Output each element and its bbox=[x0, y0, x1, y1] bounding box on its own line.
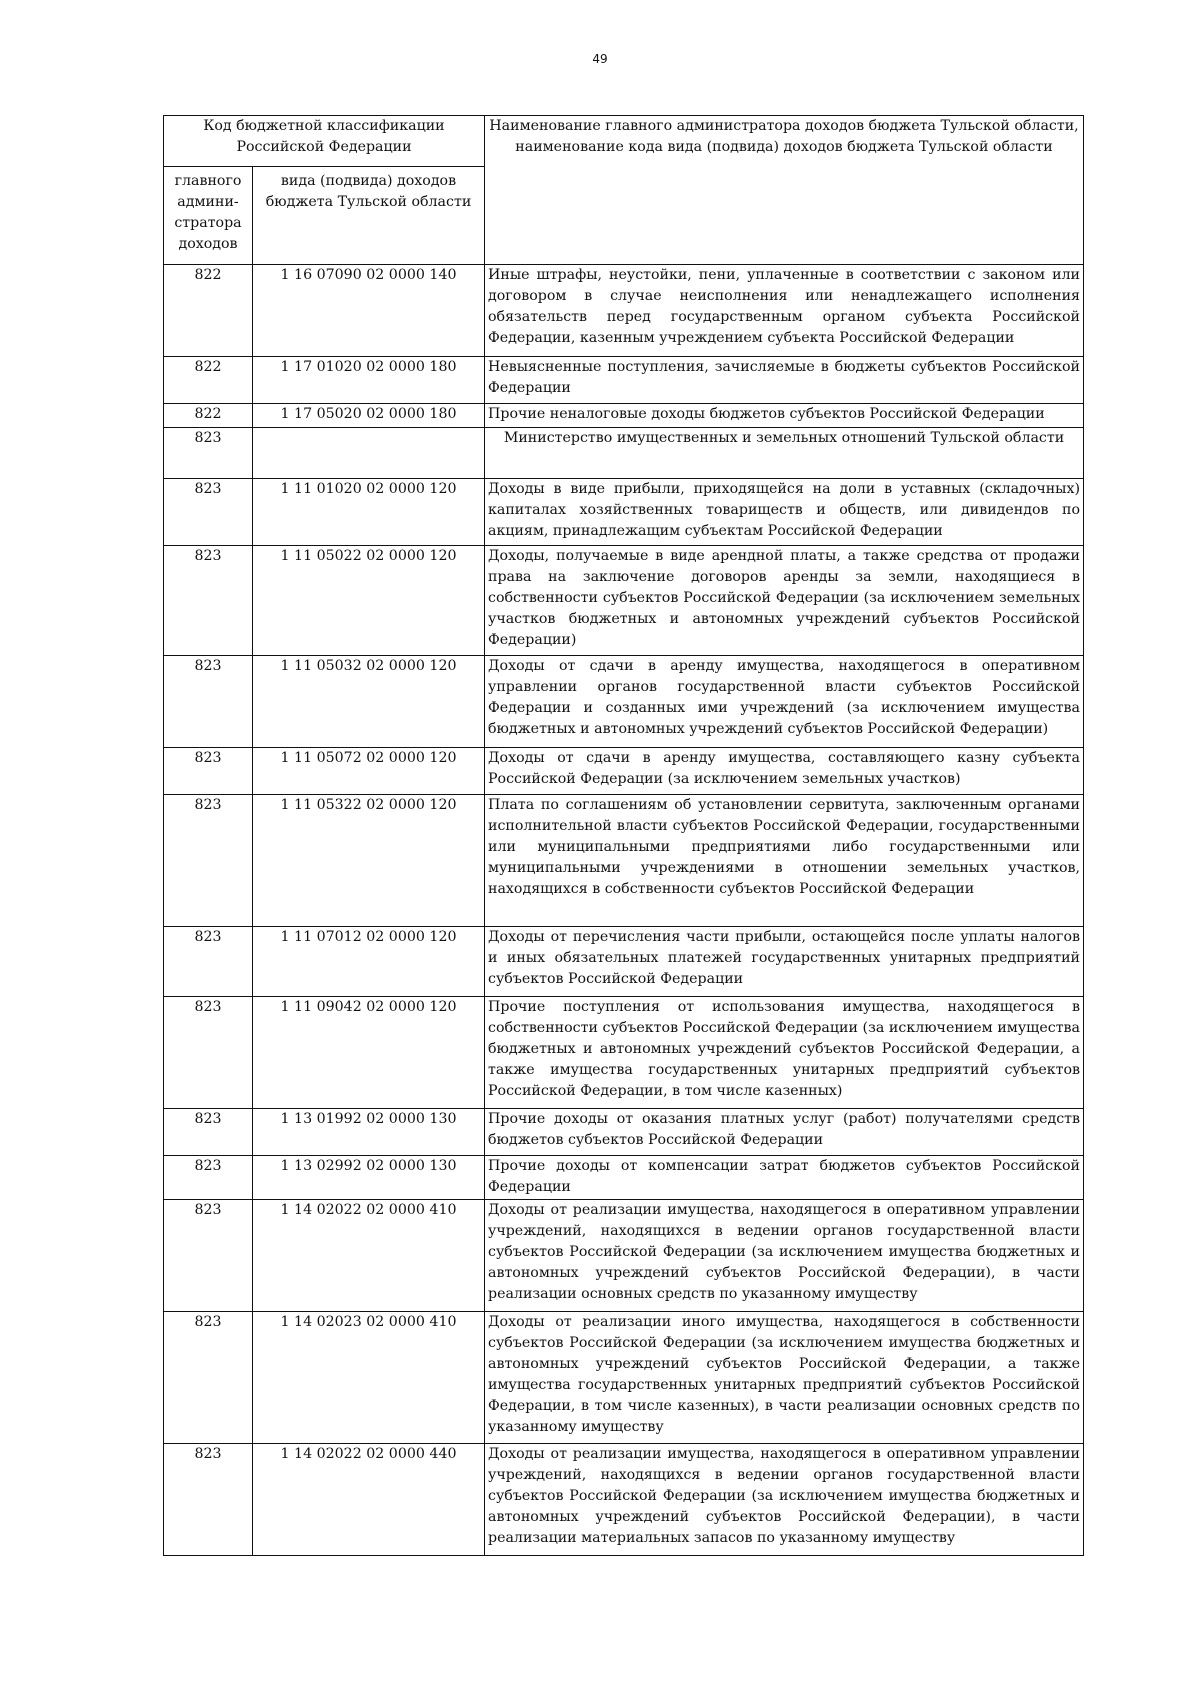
administrator-name-cell: Министерство имущественных и земельных отношений Тульской области bbox=[485, 428, 1084, 479]
revenue-code-cell: 1 17 01020 02 0000 180 bbox=[253, 357, 485, 404]
table-row bbox=[164, 404, 1084, 428]
table-row bbox=[164, 748, 1084, 795]
page-number: 49 bbox=[592, 52, 608, 66]
revenue-name-cell: Прочие неналоговые доходы бюджетов субъектов Российской Федерации bbox=[485, 404, 1084, 428]
revenue-name-cell: Невыясненные поступления, зачисляемые в бюджеты субъектов Российской Федерации bbox=[485, 357, 1084, 404]
revenue-name-cell: Иные штрафы, неустойки, пени, уплаченные в соответствии с законом или договором в случае неисполнения или ненадлежащего исполнения обязательств перед государственным органом субъекта Российской Федерации, казенным учреждением субъекта Российской Федерации bbox=[485, 265, 1084, 357]
admin-code-cell: 823 bbox=[164, 1444, 253, 1556]
table-row bbox=[164, 656, 1084, 748]
admin-code-cell: 823 bbox=[164, 1312, 253, 1444]
revenue-name-cell: Доходы от сдачи в аренду имущества, составляющего казну субъекта Российской Федерации (за исключением земельных участков) bbox=[485, 748, 1084, 795]
revenue-name-cell: Доходы от реализации имущества, находящегося в оперативном управлении учреждений, находящихся в ведении органов государственной власти субъектов Российской Федерации (за исключением имущества бюджетных и автономных учреждений субъектов Российской Федерации), в части реализации основных средств по указанному имуществу bbox=[485, 1200, 1084, 1312]
table-row bbox=[164, 927, 1084, 997]
header-admin-column: главного админи-стратора доходов bbox=[164, 167, 253, 265]
table-row bbox=[164, 357, 1084, 404]
revenue-code-cell: 1 11 05072 02 0000 120 bbox=[253, 748, 485, 795]
revenue-name-cell: Доходы в виде прибыли, приходящейся на доли в уставных (складочных) капиталах хозяйственных товариществ и обществ, или дивидендов по акциям, принадлежащим субъектам Российской Федерации bbox=[485, 479, 1084, 546]
admin-code-cell: 822 bbox=[164, 265, 253, 357]
admin-code-cell: 823 bbox=[164, 748, 253, 795]
table-row bbox=[164, 546, 1084, 656]
header-code-group: Код бюджетной классификации Российской Федерации bbox=[164, 116, 485, 167]
table-row bbox=[164, 479, 1084, 546]
table-row bbox=[164, 265, 1084, 357]
table-row bbox=[164, 1444, 1084, 1556]
revenue-code-cell: 1 11 01020 02 0000 120 bbox=[253, 479, 485, 546]
revenue-code-cell: 1 11 05032 02 0000 120 bbox=[253, 656, 485, 748]
revenue-name-cell: Доходы от перечисления части прибыли, остающейся после уплаты налогов и иных обязательных платежей государственных унитарных предприятий субъектов Российской Федерации bbox=[485, 927, 1084, 997]
header-kind-column: вида (подвида) доходов бюджета Тульской области bbox=[253, 167, 485, 265]
revenue-name-cell: Прочие доходы от оказания платных услуг (работ) получателями средств бюджетов субъектов Российской Федерации bbox=[485, 1109, 1084, 1156]
revenue-name-cell: Доходы, получаемые в виде арендной платы, а также средства от продажи права на заключение договоров аренды за земли, находящиеся в собственности субъектов Российской Федерации (за исключением земельных участков бюджетных и автономных учреждений субъектов Российской Федерации) bbox=[485, 546, 1084, 656]
table-row bbox=[164, 1200, 1084, 1312]
revenue-code-cell: 1 14 02022 02 0000 440 bbox=[253, 1444, 485, 1556]
table-row bbox=[164, 795, 1084, 927]
revenue-name-cell: Доходы от реализации имущества, находящегося в оперативном управлении учреждений, находящихся в ведении органов государственной власти субъектов Российской Федерации (за исключением имущества бюджетных и автономных учреждений субъектов Российской Федерации), в части реализации материальных запасов по указанному имуществу bbox=[485, 1444, 1084, 1556]
admin-code-cell: 823 bbox=[164, 546, 253, 656]
table-row bbox=[164, 1109, 1084, 1156]
admin-code-cell: 822 bbox=[164, 357, 253, 404]
admin-code-cell: 822 bbox=[164, 404, 253, 428]
table-row bbox=[164, 1156, 1084, 1200]
table-body bbox=[164, 265, 1084, 1556]
header-row-top bbox=[164, 116, 1084, 167]
revenue-code-cell: 1 16 07090 02 0000 140 bbox=[253, 265, 485, 357]
revenue-code-cell: 1 11 05022 02 0000 120 bbox=[253, 546, 485, 656]
revenue-code-cell: 1 13 01992 02 0000 130 bbox=[253, 1109, 485, 1156]
revenue-name-cell: Плата по соглашениям об установлении сервитута, заключенным органами исполнительной власти субъектов Российской Федерации, государственными или муниципальными предприятиями либо государственными или муниципальными учреждениями в отношении земельных участков, находящихся в собственности субъектов Российской Федерации bbox=[485, 795, 1084, 927]
admin-code-cell: 823 bbox=[164, 1109, 253, 1156]
table-row bbox=[164, 997, 1084, 1109]
admin-code-cell: 823 bbox=[164, 927, 253, 997]
revenue-code-cell: 1 11 07012 02 0000 120 bbox=[253, 927, 485, 997]
admin-code-cell: 823 bbox=[164, 1200, 253, 1312]
revenue-name-cell: Доходы от сдачи в аренду имущества, находящегося в оперативном управлении органов государственной власти субъектов Российской Федерации и созданных ими учреждений (за исключением имущества бюджетных и автономных учреждений субъектов Российской Федерации) bbox=[485, 656, 1084, 748]
revenue-code-cell: 1 14 02022 02 0000 410 bbox=[253, 1200, 485, 1312]
revenue-code-cell bbox=[253, 428, 485, 479]
admin-code-cell: 823 bbox=[164, 479, 253, 546]
revenue-name-cell: Доходы от реализации иного имущества, находящегося в собственности субъектов Российской Федерации (за исключением имущества бюджетных и автономных учреждений субъектов Российской Федерации, а также имущества государственных унитарных предприятий субъектов Российской Федерации, в том числе казенных), в части реализации основных средств по указанному имуществу bbox=[485, 1312, 1084, 1444]
admin-code-cell: 823 bbox=[164, 795, 253, 927]
table-row bbox=[164, 1312, 1084, 1444]
admin-code-cell: 823 bbox=[164, 428, 253, 479]
table-row bbox=[164, 428, 1084, 479]
revenue-code-cell: 1 14 02023 02 0000 410 bbox=[253, 1312, 485, 1444]
revenue-name-cell: Прочие поступления от использования имущества, находящегося в собственности субъектов Российской Федерации (за исключением имущества бюджетных и автономных учреждений субъектов Российской Федерации, а также имущества государственных унитарных предприятий субъектов Российской Федерации, в том числе казенных) bbox=[485, 997, 1084, 1109]
revenue-code-cell: 1 11 09042 02 0000 120 bbox=[253, 997, 485, 1109]
admin-code-cell: 823 bbox=[164, 997, 253, 1109]
revenue-code-cell: 1 13 02992 02 0000 130 bbox=[253, 1156, 485, 1200]
admin-code-cell: 823 bbox=[164, 656, 253, 748]
admin-code-cell: 823 bbox=[164, 1156, 253, 1200]
header-name-column: Наименование главного администратора доходов бюджета Тульской области, наименование кода вида (подвида) доходов бюджета Тульской области bbox=[485, 116, 1084, 265]
revenue-name-cell: Прочие доходы от компенсации затрат бюджетов субъектов Российской Федерации bbox=[485, 1156, 1084, 1200]
budget-classification-table bbox=[163, 115, 1084, 1556]
revenue-code-cell: 1 17 05020 02 0000 180 bbox=[253, 404, 485, 428]
revenue-code-cell: 1 11 05322 02 0000 120 bbox=[253, 795, 485, 927]
